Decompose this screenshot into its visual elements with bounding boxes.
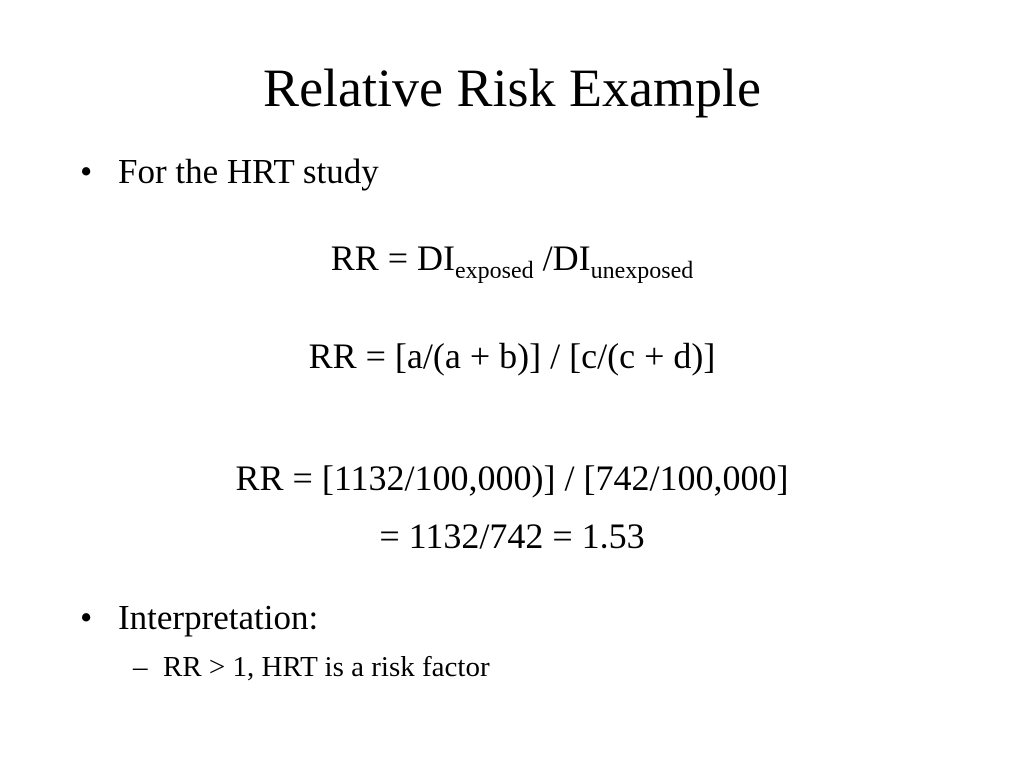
formula-rr-values: RR = [1132/100,000)] / [742/100,000] — [235, 458, 789, 498]
bullet-text: Interpretation: — [118, 598, 319, 637]
formula-part: RR = DI — [330, 238, 455, 278]
formula-rr-result: = 1132/742 = 1.53 — [379, 516, 645, 556]
sub-bullet-item-risk-factor — [133, 650, 490, 684]
formula-rr-table: RR = [a/(a + b)] / [c/(c + d)] — [308, 336, 716, 376]
bullet-marker: • — [80, 152, 93, 191]
formula-rr-definition — [0, 236, 1024, 284]
sub-bullet-marker: – — [133, 651, 148, 683]
formula-part: /DI — [533, 238, 591, 278]
bullet-text: For the HRT study — [118, 152, 379, 191]
bullet-marker: • — [80, 598, 93, 637]
bullet-item-interpretation — [80, 598, 318, 638]
bullet-item-hrt-study — [80, 152, 379, 192]
formula-subscript-unexposed: unexposed — [590, 258, 694, 284]
slide-title: Relative Risk Example — [263, 58, 761, 118]
formula-subscript-exposed: exposed — [455, 258, 534, 284]
sub-bullet-text: RR > 1, HRT is a risk factor — [163, 651, 490, 683]
